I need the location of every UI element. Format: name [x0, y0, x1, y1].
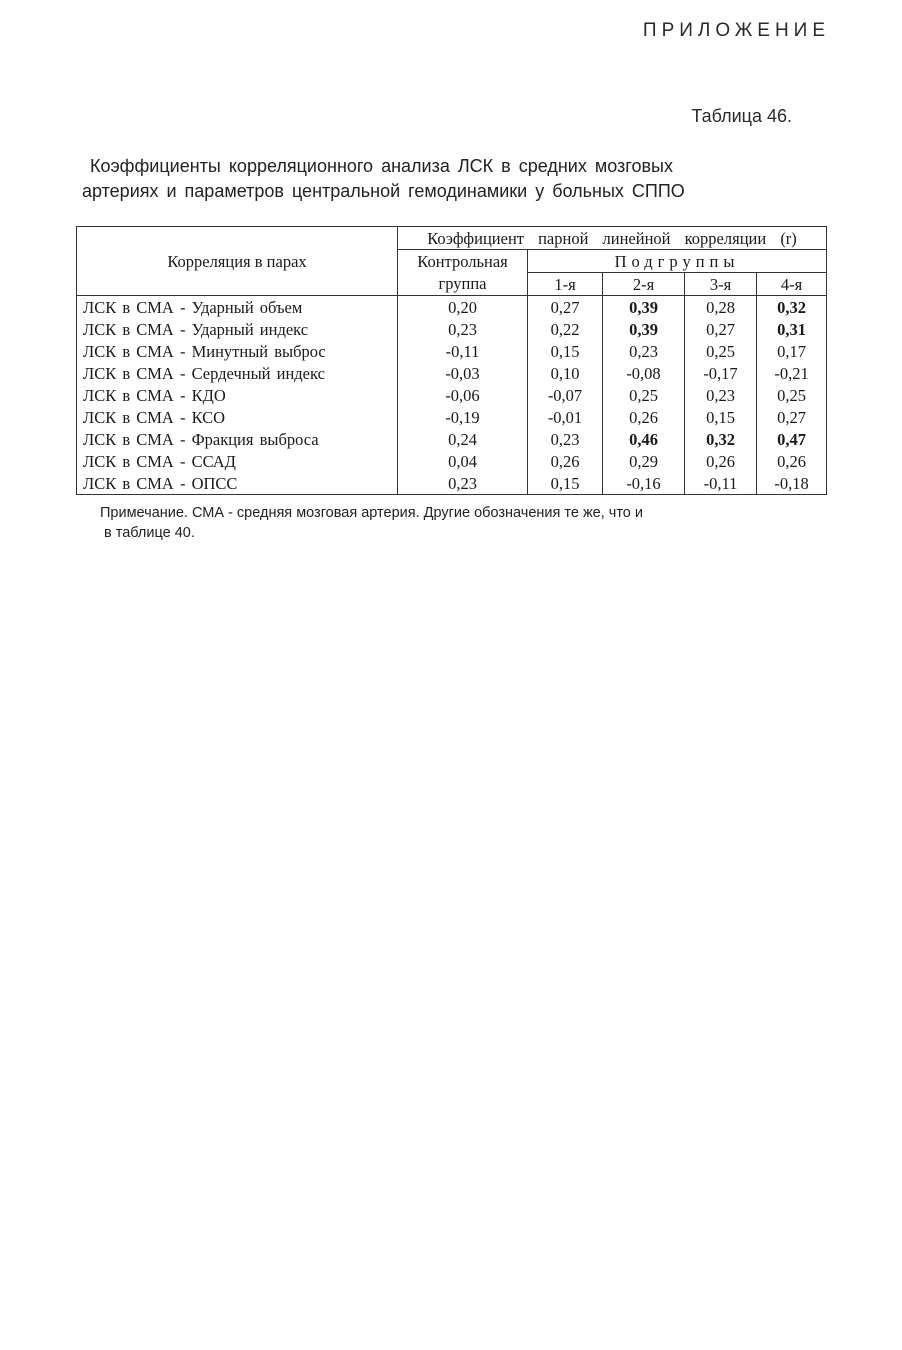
subgroup-3-cell: 0,27 [685, 318, 757, 340]
subgroup-2-cell: 0,29 [603, 450, 685, 472]
table-note [100, 503, 800, 543]
table-row [77, 362, 827, 384]
subgroup-2-cell: 0,46 [603, 428, 685, 450]
subgroup-4-cell: 0,47 [757, 428, 827, 450]
table-row [77, 406, 827, 428]
table-row [77, 318, 827, 340]
pair-cell: ЛСК в СМА - ОПСС [77, 472, 398, 495]
subgroup-1-cell: 0,27 [528, 296, 603, 319]
subgroup-3-cell: 0,15 [685, 406, 757, 428]
pair-cell: ЛСК в СМА - Ударный объем [77, 296, 398, 319]
subgroup-1-cell: 0,10 [528, 362, 603, 384]
control-cell: 0,23 [398, 472, 528, 495]
header-pairs: Корреляция в парах [77, 227, 398, 296]
pair-cell: ЛСК в СМА - ССАД [77, 450, 398, 472]
table-row [77, 340, 827, 362]
subgroup-3-cell: 0,28 [685, 296, 757, 319]
control-cell: -0,06 [398, 384, 528, 406]
appendix-header: ПРИЛОЖЕНИЕ [642, 20, 830, 41]
subgroup-3-cell: -0,11 [685, 472, 757, 495]
control-cell: 0,24 [398, 428, 528, 450]
subgroup-1-cell: 0,26 [528, 450, 603, 472]
control-cell: -0,19 [398, 406, 528, 428]
subgroup-3-cell: 0,25 [685, 340, 757, 362]
table-row [77, 428, 827, 450]
table-row [77, 296, 827, 319]
subgroup-2-cell: 0,25 [603, 384, 685, 406]
correlation-table [76, 226, 827, 495]
pair-cell: ЛСК в СМА - Минутный выброс [77, 340, 398, 362]
control-cell: -0,11 [398, 340, 528, 362]
subgroup-4-cell: -0,21 [757, 362, 827, 384]
subgroup-2-cell: -0,08 [603, 362, 685, 384]
subgroup-2-cell: 0,23 [603, 340, 685, 362]
table-row [77, 472, 827, 495]
subgroup-1-cell: 0,15 [528, 340, 603, 362]
subgroup-3-cell: 0,26 [685, 450, 757, 472]
header-control-2: группа [398, 273, 528, 296]
control-cell: -0,03 [398, 362, 528, 384]
pair-cell: ЛСК в СМА - Фракция выброса [77, 428, 398, 450]
subgroup-3-cell: 0,32 [685, 428, 757, 450]
pair-cell: ЛСК в СМА - Ударный индекс [77, 318, 398, 340]
control-cell: 0,23 [398, 318, 528, 340]
subgroup-4-cell: 0,25 [757, 384, 827, 406]
subgroup-1-cell: 0,22 [528, 318, 603, 340]
header-subgroup-2: 2-я [603, 273, 685, 296]
table-number: Таблица 46. [691, 106, 792, 126]
header-control: Контрольная [398, 250, 528, 273]
pair-cell: ЛСК в СМА - КДО [77, 384, 398, 406]
control-cell: 0,04 [398, 450, 528, 472]
subgroup-2-cell: 0,26 [603, 406, 685, 428]
subgroup-3-cell: -0,17 [685, 362, 757, 384]
subgroup-2-cell: -0,16 [603, 472, 685, 495]
subgroup-1-cell: 0,23 [528, 428, 603, 450]
subgroup-4-cell: -0,18 [757, 472, 827, 495]
subgroup-2-cell: 0,39 [603, 296, 685, 319]
table-row [77, 450, 827, 472]
title-line-2: артериях и параметров центральной гемодинамики у больных СППО [82, 181, 685, 201]
header-coefficient: Коэффициент парной линейной корреляции (r) [398, 227, 827, 250]
subgroup-4-cell: 0,31 [757, 318, 827, 340]
note-line-1: Примечание. СМА - средняя мозговая артерия. Другие обозначения те же, что и [100, 505, 643, 521]
subgroup-4-cell: 0,26 [757, 450, 827, 472]
header-subgroup-1: 1-я [528, 273, 603, 296]
subgroup-4-cell: 0,32 [757, 296, 827, 319]
note-line-2: в таблице 40. [104, 525, 195, 541]
table-row [77, 384, 827, 406]
subgroup-1-cell: -0,07 [528, 384, 603, 406]
subgroup-4-cell: 0,17 [757, 340, 827, 362]
pair-cell: ЛСК в СМА - КСО [77, 406, 398, 428]
subgroup-3-cell: 0,23 [685, 384, 757, 406]
title-line-1: Коэффициенты корреляционного анализа ЛСК в средних мозговых [90, 156, 673, 176]
control-cell: 0,20 [398, 296, 528, 319]
subgroup-1-cell: -0,01 [528, 406, 603, 428]
subgroup-1-cell: 0,15 [528, 472, 603, 495]
header-subgroup-3: 3-я [685, 273, 757, 296]
table-title [82, 154, 822, 204]
subgroup-4-cell: 0,27 [757, 406, 827, 428]
header-subgroups: Подгруппы [528, 250, 827, 273]
header-subgroup-4: 4-я [757, 273, 827, 296]
subgroup-2-cell: 0,39 [603, 318, 685, 340]
pair-cell: ЛСК в СМА - Сердечный индекс [77, 362, 398, 384]
